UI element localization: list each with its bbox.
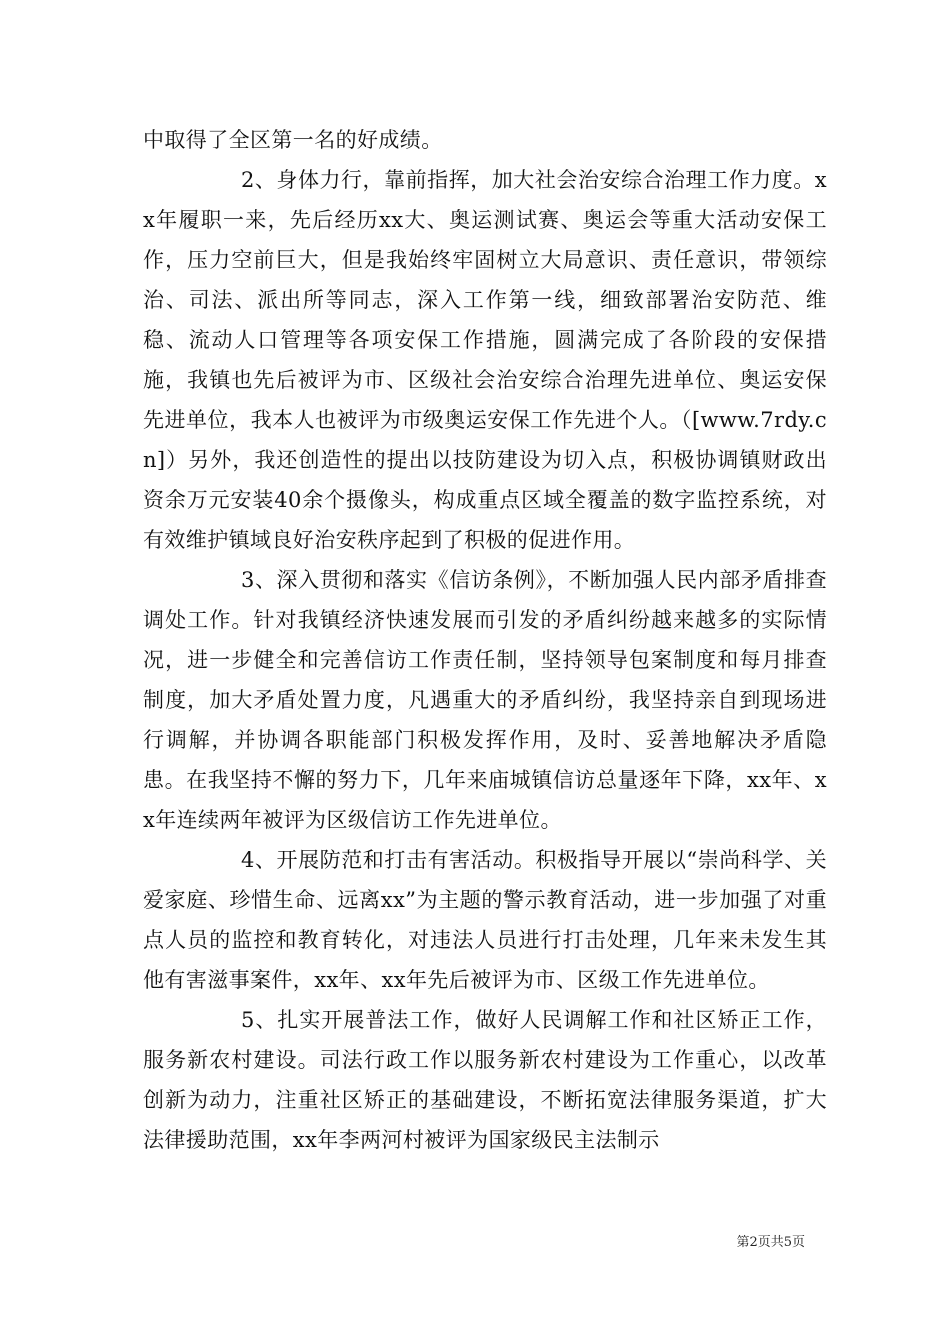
paragraph-item-2: 2、身体力行，靠前指挥，加大社会治安综合治理工作力度。xx年履职一来，先后经历xx大、奥运测试赛、奥运会等重大活动安保工作，压力空前巨大，但是我始终牢固树立大局意识、责任意识，带领综治、司法、派出所等同志，深入工作第一线，细致部署治安防范、维稳、流动人口管理等各项安保工作措施，圆满完成了各阶段的安保措施，我镇也先后被评为市、区级社会治安综合治理先进单位、奥运安保先进单位，我本人也被评为市级奥运安保工作先进个人。（[www.7rdy.cn]）另外，我还创造性的提出以技防建设为切入点，积极协调镇财政出资余万元安装40余个摄像头，构成重点区域全覆盖的数字监控系统，对有效维护镇域良好治安秩序起到了积极的促进作用。 <box>143 168 827 552</box>
paragraph-item-4: 4、开展防范和打击有害活动。积极指导开展以“崇尚科学、关爱家庭、珍惜生命、远离xx”为主题的警示教育活动，进一步加强了对重点人员的监控和教育转化，对违法人员进行打击处理，几年来未发生其他有害滋事案件，xx年、xx年先后被评为市、区级工作先进单位。 <box>143 848 827 992</box>
paragraph-item-5: 5、扎实开展普法工作，做好人民调解工作和社区矫正工作，服务新农村建设。司法行政工作以服务新农村建设为工作重心，以改革创新为动力，注重社区矫正的基础建设，不断拓宽法律服务渠道，扩大法律援助范围，xx年李两河村被评为国家级民主法制示 <box>143 1008 827 1152</box>
paragraph-item-3: 3、深入贯彻和落实《信访条例》，不断加强人民内部矛盾排查调处工作。针对我镇经济快速发展而引发的矛盾纠纷越来越多的实际情况，进一步健全和完善信访工作责任制，坚持领导包案制度和每月排查制度，加大矛盾处置力度，凡遇重大的矛盾纠纷，我坚持亲自到现场进行调解，并协调各职能部门积极发挥作用，及时、妥善地解决矛盾隐患。在我坚持不懈的努力下，几年来庙城镇信访总量逐年下降，xx年、xx年连续两年被评为区级信访工作先进单位。 <box>143 568 827 832</box>
page-number-footer: 第2页共5页 <box>736 1235 805 1250</box>
document-body <box>143 120 827 1160</box>
paragraph-continuation: 中取得了全区第一名的好成绩。 <box>143 128 443 152</box>
